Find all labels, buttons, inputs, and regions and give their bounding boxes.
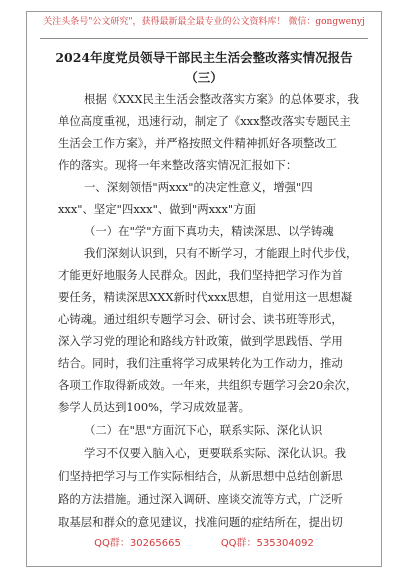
footer-qq-group-1: QQ群：30265665 (94, 538, 181, 549)
body-line: 要任务，精读深思XXX新时代xxx思想，自觉用这一思想凝 (58, 290, 353, 304)
body-line: 取基层和群众的意见建议，找准问题的症结所在，提出切 (58, 515, 343, 529)
body-line: 结合。同时，我们注重将学习成果转化为工作动力，推动 (58, 356, 343, 370)
body-line: 们坚持把学习与工作实际相结合，从新思想中总结创新思 (58, 469, 343, 483)
header-divider (40, 38, 368, 39)
subsection-heading: （一）在"学"方面下真功夫，精读深思、以学铸魂 (84, 224, 334, 238)
body-line: 路的方法措施。通过深入调研、座谈交流等方式，广泛听 (58, 492, 343, 506)
footer-qq-group-2: QQ群：535304092 (220, 538, 314, 549)
footer-contact (0, 534, 408, 549)
body-line: 学习不仅要入脑入心，更要联系实际、深化认识。我 (84, 446, 346, 460)
body-line: 生活会工作方案》，并严格按照文件精神抓好各项整改工 (58, 136, 338, 150)
subsection-heading: （二）在"思"方面沉下心，联系实际、深化认识 (84, 423, 323, 437)
body-line: 各项工作取得新成效。一年来，共组织专题学习会20余次， (58, 378, 358, 392)
document-title: 2024年度党员领导干部民主生活会整改落实情况报告 (55, 50, 353, 65)
body-line: 我们深刻认识到，只有不断学习，才能跟上时代步伐， (84, 246, 358, 260)
section-heading: 一、深刻领悟"两xxx"的决定性意义，增强"四 (84, 180, 313, 194)
body-line: 单位高度重视，迅速行动，制定了《xxx整改落实专题民主 (58, 114, 351, 128)
body-line: 根据《XXX民主生活会整改落实方案》的总体要求，我 (84, 92, 359, 106)
body-line: 心铸魂。通过组织专题学习会、研讨会、读书班等形式， (58, 312, 343, 326)
section-heading: xxx"、坚定"四xxx"、做到"两xxx"方面 (58, 202, 256, 216)
body-line: 作的落实。现将一年来整改落实情况汇报如下： (58, 158, 298, 172)
body-line: 才能更好地服务人民群众。因此，我们坚持把学习作为首 (58, 268, 343, 282)
body-line: 参学人员达到100%，学习成效显著。 (58, 400, 251, 414)
body-line: 深入学习党的理论和路线方针政策，做到学思践悟、学用 (58, 334, 343, 348)
document-subtitle: （三） (185, 70, 223, 85)
header-banner: 关注头条号"公文研究"，获得最新最全最专业的公文资料库！ 微信：gongwenyj (43, 17, 365, 27)
